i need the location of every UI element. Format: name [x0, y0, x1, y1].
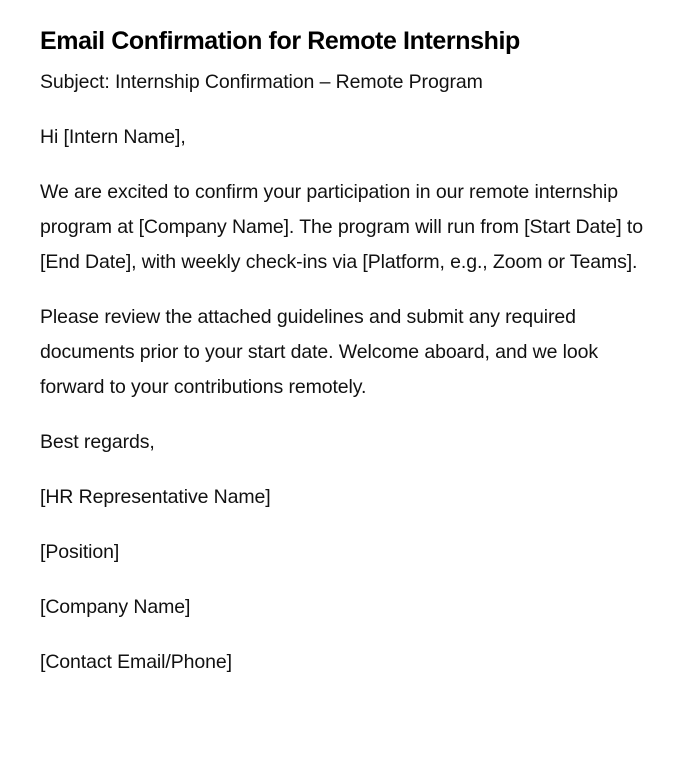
signature-position: [Position] — [40, 541, 120, 563]
body-paragraph-confirmation: We are excited to confirm your participation in our remote internship program at [Company Name]. The program will run from [Start Date] to [End Date], with weekly check-ins via [Platform, e.g., Zoom or Teams]. — [40, 181, 643, 273]
document-title: Email Confirmation for Remote Internship — [40, 27, 520, 55]
signature-company: [Company Name] — [40, 596, 191, 618]
email-closing: Best regards, — [40, 431, 155, 453]
email-greeting: Hi [Intern Name], — [40, 126, 186, 148]
body-paragraph-instructions: Please review the attached guidelines and submit any required documents prior to your start date. Welcome aboard, and we look forward to your contributions remotely. — [40, 306, 599, 398]
signature-contact: [Contact Email/Phone] — [40, 651, 232, 673]
signature-name: [HR Representative Name] — [40, 486, 271, 508]
signature-block — [40, 480, 660, 680]
email-subject: Subject: Internship Confirmation – Remote Program — [40, 71, 483, 93]
